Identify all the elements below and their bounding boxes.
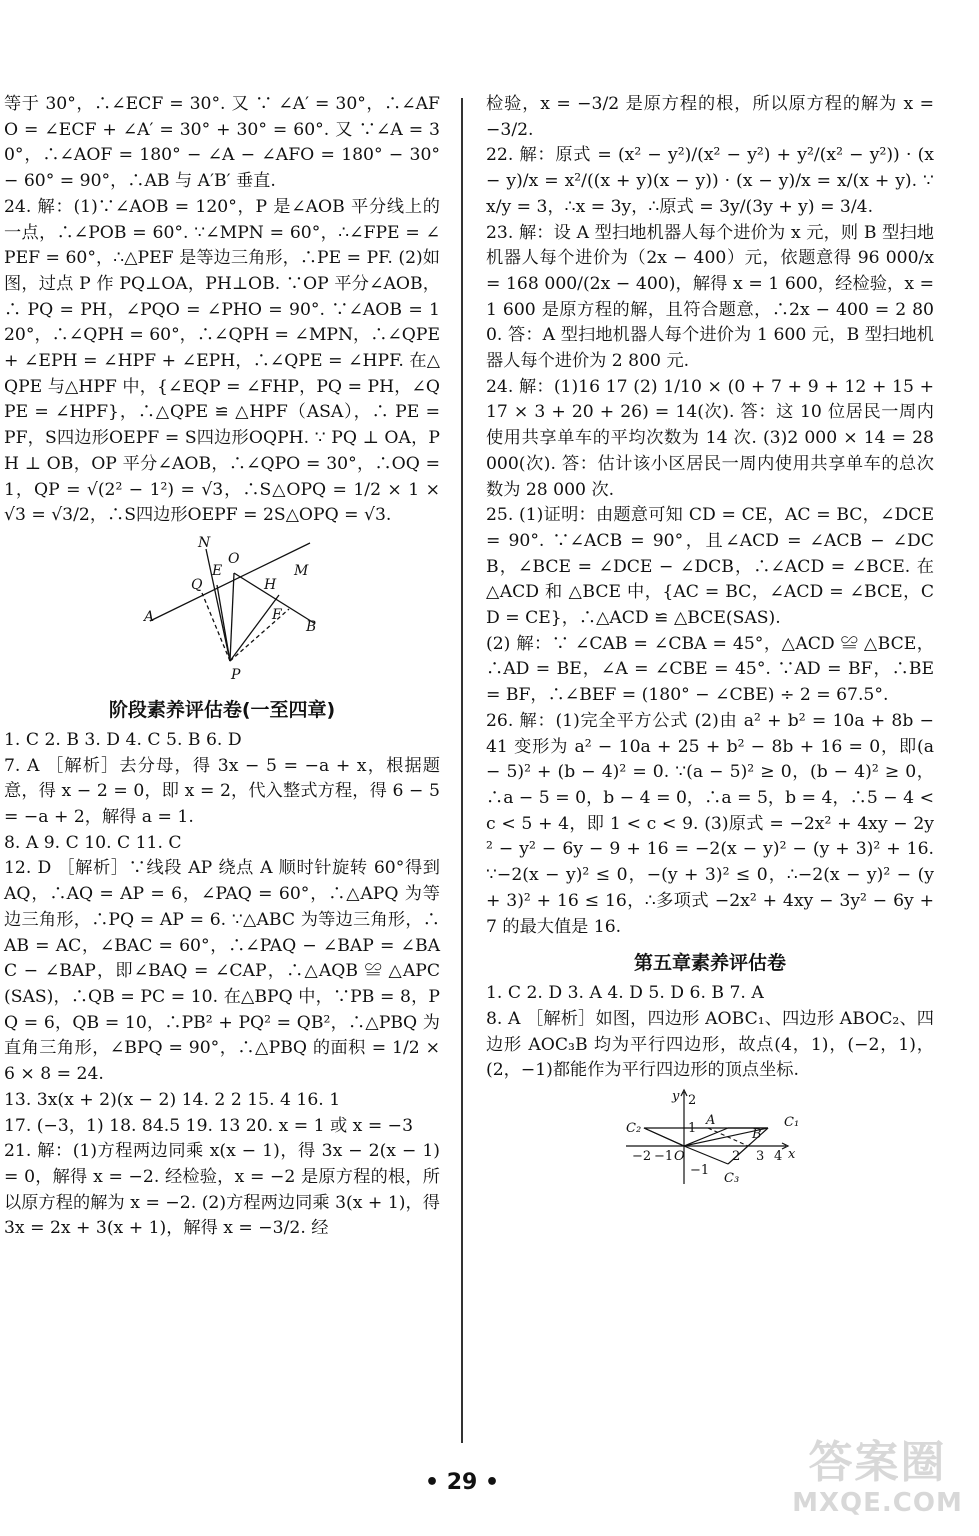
geometry-figure-1 xyxy=(4,533,440,687)
question-25-part2: (2) 解：∵ ∠CAB = ∠CBA = 45°，△ACD ≌ △BCE，∴AD = BE，∠A = ∠CBE = 45°. ∵AD = BF，∴BE = BF，∴∠BEF = (180° − ∠CBE) ÷ 2 = 67.5°. xyxy=(486,633,934,706)
answer-line: 17. (−3，1) 18. 84.5 19. 13 20. x = 1 或 x = −3 xyxy=(4,1115,414,1136)
fig-label: −1 xyxy=(690,1163,710,1179)
answer-line: 21. 解：(1)方程两边同乘 x(x − 1)，得 3x − 2(x − 1) = 0，解得 x = −2. 经检验，x = −2 是原方程的根，所以原方程的解为 x = −2. (2)方程两边同乘 3(x + 1)，得 3x = 2x + 3(x + 1)，解得 x = −3/2. 经 xyxy=(4,1141,440,1239)
column-divider xyxy=(461,98,463,1443)
fig-label: x xyxy=(788,1147,796,1163)
question-24: 24. 解：(1)∵∠AOB = 120°，P 是∠AOB 平分线上的一点，∴∠POB = 60°. ∵∠MPN = 60°，∴∠FPE = ∠PEF = 60°，∴△PEF 是等边三角形，∴PE = PF. (2)如图，过点 P 作 PQ⊥OA，PH⊥OB. ∵OP 平分∠AOB，∴ PQ = PH，∠PQO = ∠PHO = 90°. ∵∠AOB = 120°，∴∠QPH = 60°，∴∠QPH = ∠MPN，∴∠QPE + ∠EPH = ∠HPF + ∠EPH，∴∠QPE = ∠HPF. 在△QPE 与△HPF 中，{∠EQP = ∠FHP，PQ = PH，∠QPE = ∠HPF}，∴△QPE ≌ △HPF（ASA），∴ PE = PF，S四边形OEPF = S四边形OQPH. ∵ PQ ⊥ OA，PH ⊥ OB，OP 平分∠AOB，∴∠QPO = 30°，∴OQ = 1，QP = √(2² − 1²) = √3，∴S△OPQ = 1/2 × 1 × √3 = √3/2，∴S四边形OEPF = 2S△OPQ = √3. xyxy=(4,196,441,526)
fig-label: 3 xyxy=(756,1149,765,1165)
watermark-url: MXQE.COM xyxy=(792,1488,963,1518)
question-25: 25. (1)证明：由题意可知 CD = CE，AC = BC，∠DCE = 90°. ∵∠ACB = 90°，且∠ACD = ∠ACB − ∠DCB，∠BCE = ∠DCE − ∠DCB，∴∠ACD = ∠BCE. 在 △ACD 和 △BCE 中，{AC = BC，∠ACD = ∠BCE，CD = CE}，∴△ACD ≌ △BCE(SAS). xyxy=(486,505,934,629)
fig-label: B xyxy=(752,1127,762,1143)
fig-label: Q xyxy=(191,576,203,593)
answer-line: 7. A ［解析］去分母，得 3x − 5 = −a + x，根据题意，得 x − 2 = 0，即 x = 2，代入整式方程，得 6 − 5 = −a + 2，解得 a = 1. xyxy=(4,755,440,828)
fig-label: 4 xyxy=(774,1149,783,1165)
fig-label: A xyxy=(706,1113,716,1129)
answer-line: 1. C 2. D 3. A 4. D 5. D 6. B 7. A xyxy=(486,983,764,1004)
fig-label: 2 xyxy=(688,1093,697,1109)
coordinate-figure xyxy=(486,1088,934,1192)
fig-label: O xyxy=(228,550,240,567)
fig-label: M xyxy=(294,562,309,579)
fig-label: N xyxy=(198,534,211,551)
page-number: • 29 • xyxy=(425,1470,500,1495)
fig-label: B xyxy=(306,618,317,635)
fig-label: H xyxy=(264,576,277,593)
section-title: 阶段素养评估卷(一至四章) xyxy=(108,698,336,721)
right-column xyxy=(486,92,934,1196)
fig-label: 1 xyxy=(688,1121,697,1137)
watermark-text: 答案圈 xyxy=(808,1437,947,1488)
fig-label: E xyxy=(212,562,223,579)
fig-label: −1 xyxy=(654,1149,674,1165)
answer-line: 8. A 9. C 10. C 11. C xyxy=(4,832,182,853)
fig-label: −2 xyxy=(632,1149,652,1165)
answer-line: 13. 3x(x + 2)(x − 2) 14. 2 2 15. 4 16. 1 xyxy=(4,1089,341,1110)
question-26: 26. 解：(1)完全平方公式 (2)由 a² + b² = 10a + 8b − 41 变形为 a² − 10a + 25 + b² − 8b + 16 = 0，即(a − 5)² + (b − 4)² = 0. ∵(a − 5)² ≥ 0，(b − 4)² ≥ 0，∴a − 5 = 0，b − 4 = 0，∴a = 5，b = 4，∴5 − 4 < c < 5 + 4，即 1 < c < 9. (3)原式 = −2x² + 4xy − 2y² − y² − 6y − 9 + 16 = −2(x − y)² − (y + 3)² + 16. ∵−2(x − y)² ≤ 0，−(y + 3)² ≤ 0，∴−2(x − y)² − (y + 3)² + 16 ≤ 16，∴多项式 −2x² + 4xy − 3y² − 6y + 7 的最大值是 16. xyxy=(486,710,934,937)
fig-label: y xyxy=(672,1089,680,1105)
section-title: 第五章素养评估卷 xyxy=(633,952,786,975)
fig-label: F xyxy=(272,606,282,623)
paragraph: 检验，x = −3/2 是原方程的根，所以原方程的解为 x = −3/2. xyxy=(486,94,934,140)
fig-label: P xyxy=(231,666,241,683)
question-24: 24. 解：(1)16 17 (2) 1/10 × (0 + 7 + 9 + 12 + 15 + 17 × 3 + 20 + 26) = 14(次). 答：这 10 位居民一周内使用共享单车的平均次数为 14 次. (3)2 000 × 14 = 28 000(次). 答：估计该小区居民一周内使用共享单车的总次数为 28 000 次. xyxy=(486,376,934,500)
fig-label: O xyxy=(674,1149,685,1165)
answer-line: 1. C 2. B 3. D 4. C 5. B 6. D xyxy=(4,729,242,750)
fig-label: C₃ xyxy=(724,1171,740,1187)
fig-label: C₁ xyxy=(784,1115,800,1131)
left-column xyxy=(4,92,440,1242)
answer-line: 8. A ［解析］如图，四边形 AOBC₁、四边形 ABOC₂、四边形 AOC₃B 均为平行四边形，故点(4，1)，(−2，1)，(2，−1)都能作为平行四边形的顶点坐标. xyxy=(486,1008,934,1081)
fig-label: C₂ xyxy=(626,1121,642,1137)
paragraph: 等于 30°，∴∠ECF = 30°. 又 ∵ ∠A′ = 30°，∴∠AFO = ∠ECF + ∠A′ = 30° + 30° = 60°. 又 ∵∠A = 30°，∴∠AOF = 180° − ∠A − ∠AFO = 180° − 30° − 60° = 90°，∴AB 与 A′B′ 垂直. xyxy=(4,94,440,192)
fig-label: A xyxy=(144,608,155,625)
fig-label: 2 xyxy=(732,1149,741,1165)
question-22: 22. 解：原式 = (x² − y²)/(x² − y²) + y²/(x² − y²)) · (x − y)/x = x²/((x + y)(x − y)) · (x − y)/x = x/(x + y). ∵ x/y = 3，∴x = 3y，∴原式 = 3y/(3y + y) = 3/4. xyxy=(486,145,934,217)
watermark-logo xyxy=(790,1438,965,1530)
question-23: 23. 解：设 A 型扫地机器人每个进价为 x 元，则 B 型扫地机器人每个进价为（2x − 400）元，依题意得 96 000/x = 168 000/(2x − 400)，解得 x = 1 600，经检验，x = 1 600 是原方程的解，且符合题意，∴2x − 400 = 2 800. 答：A 型扫地机器人每个进价为 1 600 元，B 型扫地机器人每个进价为 2 800 元. xyxy=(486,222,934,372)
answer-line: 12. D ［解析］∵线段 AP 绕点 A 顺时针旋转 60°得到 AQ，∴AQ = AP = 6，∠PAQ = 60°，∴△APQ 为等边三角形，∴PQ = AP = 6. ∵△ABC 为等边三角形，∴AB = AC，∠BAC = 60°，∴∠PAQ − ∠BAP = ∠BAC − ∠BAP，即∠BAQ = ∠CAP，∴△AQB ≌ △APC(SAS)，∴QB = PC = 10. 在△BPQ 中，∵PB = 8，PQ = 6，QB = 10，∴PB² + PQ² = QB²，∴△PBQ 为直角三角形，∠BPQ = 90°，∴△PBQ 的面积 = 1/2 × 6 × 8 = 24. xyxy=(4,858,440,1085)
